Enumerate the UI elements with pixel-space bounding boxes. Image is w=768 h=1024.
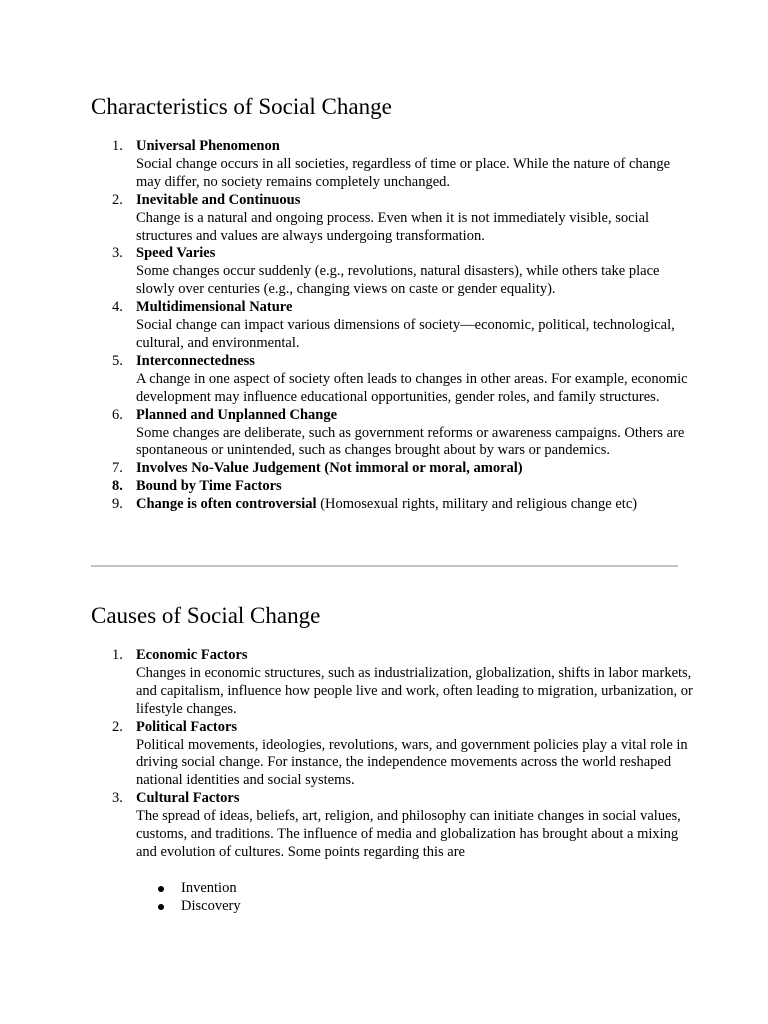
item-heading: Economic Factors bbox=[136, 647, 248, 663]
item-description: Social change can impact various dimensions of society—economic, political, technological, cultural, and environmental. bbox=[136, 317, 675, 351]
list-item bbox=[0, 138, 696, 192]
bullet-list bbox=[0, 880, 241, 916]
section-title-causes: Causes of Social Change bbox=[91, 603, 321, 628]
list-item bbox=[0, 719, 696, 791]
list-item bbox=[0, 647, 696, 719]
bullet-icon bbox=[158, 886, 164, 892]
item-heading: Involves No-Value Judgement (Not immoral or moral, amoral) bbox=[136, 460, 523, 477]
item-number: 2. bbox=[112, 191, 123, 208]
item-description: Social change occurs in all societies, regardless of time or place. While the nature of change may differ, no society remains completely unchanged. bbox=[136, 155, 671, 190]
characteristics-list bbox=[0, 138, 696, 514]
section-divider bbox=[91, 565, 678, 567]
item-description: Political movements, ideologies, revolutions, wars, and government policies play a vital role in driving social change. For instance, the independence movements across the world reshaped national identities and social systems. bbox=[136, 736, 688, 789]
item-heading: Interconnectedness bbox=[136, 352, 255, 369]
item-number: 3. bbox=[112, 790, 123, 807]
item-note: (Homosexual rights, military and religious change etc) bbox=[316, 496, 638, 513]
item-heading: Political Factors bbox=[136, 718, 238, 735]
item-description: Changes in economic structures, such as industrialization, globalization, shifts in labor markets, and capitalism, influence how people live and work, often leading to migration, urbanization, or lifestyle changes. bbox=[136, 664, 693, 717]
bullet-text: Invention bbox=[181, 880, 237, 896]
list-item bbox=[0, 192, 696, 246]
item-heading: Inevitable and Continuous bbox=[136, 191, 301, 208]
list-item bbox=[0, 478, 696, 496]
bullet-item bbox=[0, 898, 241, 916]
causes-list bbox=[0, 647, 696, 862]
list-item bbox=[0, 353, 696, 407]
item-number: 4. bbox=[112, 299, 123, 316]
bullet-item bbox=[0, 880, 241, 898]
item-description: A change in one aspect of society often leads to changes in other areas. For example, economic development may influence educational opportunities, gender roles, and family structures. bbox=[136, 370, 688, 405]
item-number: 1. bbox=[112, 647, 123, 663]
bullet-text: Discovery bbox=[181, 897, 241, 914]
list-item bbox=[0, 299, 696, 353]
item-heading: Universal Phenomenon bbox=[136, 138, 280, 154]
item-number: 6. bbox=[112, 406, 123, 423]
item-heading: Speed Varies bbox=[136, 245, 216, 262]
item-number: 1. bbox=[112, 138, 123, 154]
item-number: 9. bbox=[112, 496, 123, 513]
list-item bbox=[0, 496, 696, 514]
section-title-characteristics: Characteristics of Social Change bbox=[91, 94, 392, 119]
item-number: 5. bbox=[112, 352, 123, 369]
list-item bbox=[0, 790, 696, 862]
item-description: Some changes occur suddenly (e.g., revolutions, natural disasters), while others take place slowly over centuries (e.g., changing views on caste or gender equality). bbox=[136, 263, 660, 298]
item-description: Change is a natural and ongoing process. Even when it is not immediately visible, social structures and values are always undergoing transformation. bbox=[136, 209, 650, 244]
list-item bbox=[0, 245, 696, 299]
list-item bbox=[0, 460, 696, 478]
item-description: The spread of ideas, beliefs, art, religion, and philosophy can initiate changes in social values, customs, and traditions. The influence of media and globalization has brought about a mixing and evolution of cultures. Some points regarding this are bbox=[136, 808, 681, 860]
item-number: 7. bbox=[112, 460, 123, 477]
item-heading: Cultural Factors bbox=[136, 790, 240, 807]
item-heading: Multidimensional Nature bbox=[136, 299, 293, 316]
item-number: 8. bbox=[112, 478, 123, 495]
bullet-icon bbox=[158, 904, 164, 910]
item-heading: Planned and Unplanned Change bbox=[136, 406, 338, 423]
item-number: 3. bbox=[112, 245, 123, 262]
item-heading: Bound by Time Factors bbox=[136, 478, 282, 495]
list-item bbox=[0, 407, 696, 461]
item-number: 2. bbox=[112, 718, 123, 735]
item-description: Some changes are deliberate, such as government reforms or awareness campaigns. Others are spontaneous or unintended, such as changes brought about by wars or pandemics. bbox=[136, 424, 685, 459]
item-heading: Change is often controversial bbox=[136, 496, 317, 513]
